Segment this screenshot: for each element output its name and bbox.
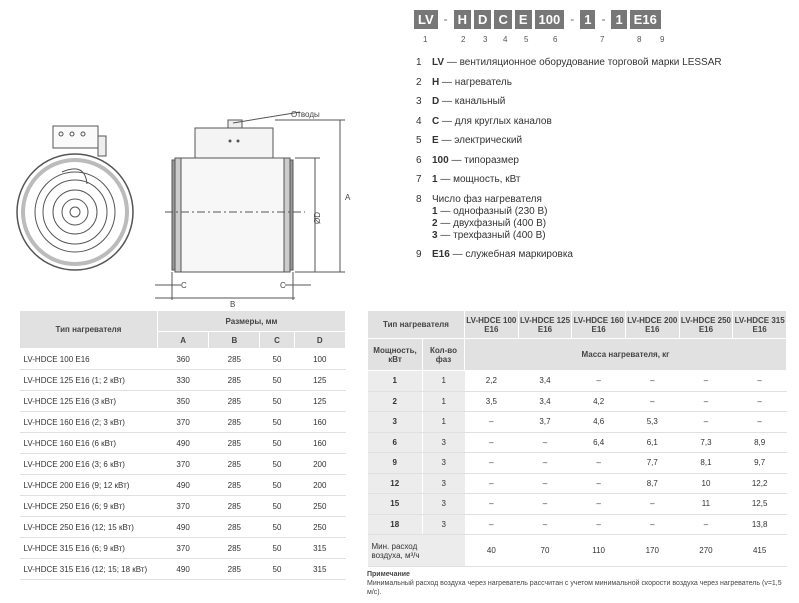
code-part: -	[570, 12, 575, 26]
side-view	[155, 112, 345, 300]
dims-header-type: Тип нагревателя	[20, 311, 158, 349]
table-row: 6 3 – – 6,4 6,1 7,3 8,9	[368, 432, 787, 453]
table-row: LV-HDCE 250 E16 (12; 15 кВт) 490 285 50 250	[20, 517, 346, 538]
phase-option: 3 — трехфазный (400 В)	[432, 229, 546, 241]
table-row: LV-HDCE 315 E16 (6; 9 кВт) 370 285 50 315	[20, 538, 346, 559]
code-part: 1	[580, 10, 595, 29]
label-D: ØD	[313, 212, 322, 224]
code-number: 7	[600, 35, 605, 44]
dims-header-sizes: Размеры, мм	[158, 311, 346, 332]
note	[367, 570, 787, 597]
code-number: 8	[637, 35, 642, 44]
note-title: Примечание	[367, 571, 410, 578]
legend-row: 4 C — для круглых каналов	[416, 115, 552, 127]
table-row: 18 3 – – – – – 13,8	[368, 514, 787, 535]
code-number: 9	[660, 35, 665, 44]
front-view	[17, 126, 133, 270]
legend-row: 7 1 — мощность, кВт	[416, 174, 521, 185]
phase-option: 1 — однофазный (230 В)	[432, 205, 548, 217]
heater-drawing	[15, 100, 365, 310]
dims-col-D: D	[294, 332, 345, 349]
table-row: 12 3 – – – 8,7 10 12,2	[368, 473, 787, 494]
code-part: D	[474, 10, 491, 29]
table-row: 1 1 2,2 3,4 – – – –	[368, 371, 787, 392]
label-otvody: Отводы	[291, 110, 320, 119]
code-part: E16	[630, 10, 661, 29]
dims-col-C: C	[260, 332, 294, 349]
model-col: LV-HDCE 125 E16	[518, 311, 572, 339]
table-row: LV-HDCE 100 E16 360 285 50 100	[20, 349, 346, 370]
legend-row: 1 LV — вентиляционное оборудование торговой марки LESSAR	[416, 57, 722, 68]
legend-row: 9 E16 — служебная маркировка	[416, 249, 573, 260]
power-header: Мощность, кВт	[368, 339, 423, 371]
code-part: E	[515, 10, 532, 29]
dims-col-B: B	[209, 332, 260, 349]
code-number: 5	[524, 35, 529, 44]
code-part: 100	[535, 10, 565, 29]
table-row: LV-HDCE 250 E16 (6; 9 кВт) 370 285 50 250	[20, 496, 346, 517]
label-C-right: C	[280, 281, 286, 290]
mass-header-type: Тип нагревателя	[368, 311, 465, 339]
label-C-left: C	[181, 281, 187, 290]
table-row: LV-HDCE 315 E16 (12; 15; 18 кВт) 490 285 50 315	[20, 559, 346, 580]
model-col: LV-HDCE 315 E16	[733, 311, 787, 339]
table-row: 9 3 – – – 7,7 8,1 9,7	[368, 453, 787, 474]
airflow-row: Мин. расход воздуха, м³/ч 40 70 110 170 270 415	[368, 535, 787, 567]
mass-header: Масса нагревателя, кг	[465, 339, 787, 371]
code-number: 2	[461, 35, 466, 44]
legend-row: 6 100 — типоразмер	[416, 154, 519, 166]
code-number: 3	[483, 35, 488, 44]
table-row: LV-HDCE 160 E16 (6 кВт) 490 285 50 160	[20, 433, 346, 454]
code-number: 1	[423, 35, 428, 44]
table-row: 3 1 – 3,7 4,6 5,3 – –	[368, 412, 787, 433]
table-row: 15 3 – – – – 11 12,5	[368, 494, 787, 515]
code-part: LV	[414, 10, 438, 29]
table-row: LV-HDCE 160 E16 (2; 3 кВт) 370 285 50 160	[20, 412, 346, 433]
code-part: 1	[611, 10, 626, 29]
label-B: B	[230, 300, 236, 309]
phase-header: Кол-во фаз	[423, 339, 465, 371]
model-col: LV-HDCE 200 E16	[625, 311, 679, 339]
model-col: LV-HDCE 100 E16	[465, 311, 519, 339]
dims-col-A: A	[158, 332, 209, 349]
code-legend	[416, 57, 722, 269]
code-number: 4	[503, 35, 508, 44]
dimensions-table	[19, 310, 346, 580]
code-number: 6	[553, 35, 558, 44]
legend-row: 5 E — электрический	[416, 135, 523, 146]
note-text: Минимальный расход воздуха через нагреватель рассчитан с учетом минимальной скорости воздуха через нагреватель (v=1,5 м/с).	[367, 580, 782, 596]
table-row: LV-HDCE 200 E16 (3; 6 кВт) 370 285 50 200	[20, 454, 346, 475]
table-row: LV-HDCE 125 E16 (3 кВт) 350 285 50 125	[20, 391, 346, 412]
code-part: -	[601, 12, 606, 26]
table-row: LV-HDCE 125 E16 (1; 2 кВт) 330 285 50 125	[20, 370, 346, 391]
label-A: A	[345, 193, 351, 202]
model-col: LV-HDCE 160 E16	[572, 311, 626, 339]
code-part: -	[443, 12, 448, 26]
legend-row: 3 D — канальный	[416, 96, 506, 107]
table-row: LV-HDCE 200 E16 (9; 12 кВт) 490 285 50 200	[20, 475, 346, 496]
code-part: C	[494, 10, 511, 29]
mass-table	[367, 310, 787, 567]
phase-option: 2 — двухфазный (400 В)	[432, 217, 547, 229]
legend-row: 8 Число фаз нагревателя	[416, 193, 542, 205]
legend-row: 2 H — нагреватель	[416, 76, 512, 88]
model-code	[414, 10, 661, 29]
table-row: 2 1 3,5 3,4 4,2 – – –	[368, 391, 787, 412]
code-part: H	[454, 10, 471, 29]
model-col: LV-HDCE 250 E16	[679, 311, 733, 339]
